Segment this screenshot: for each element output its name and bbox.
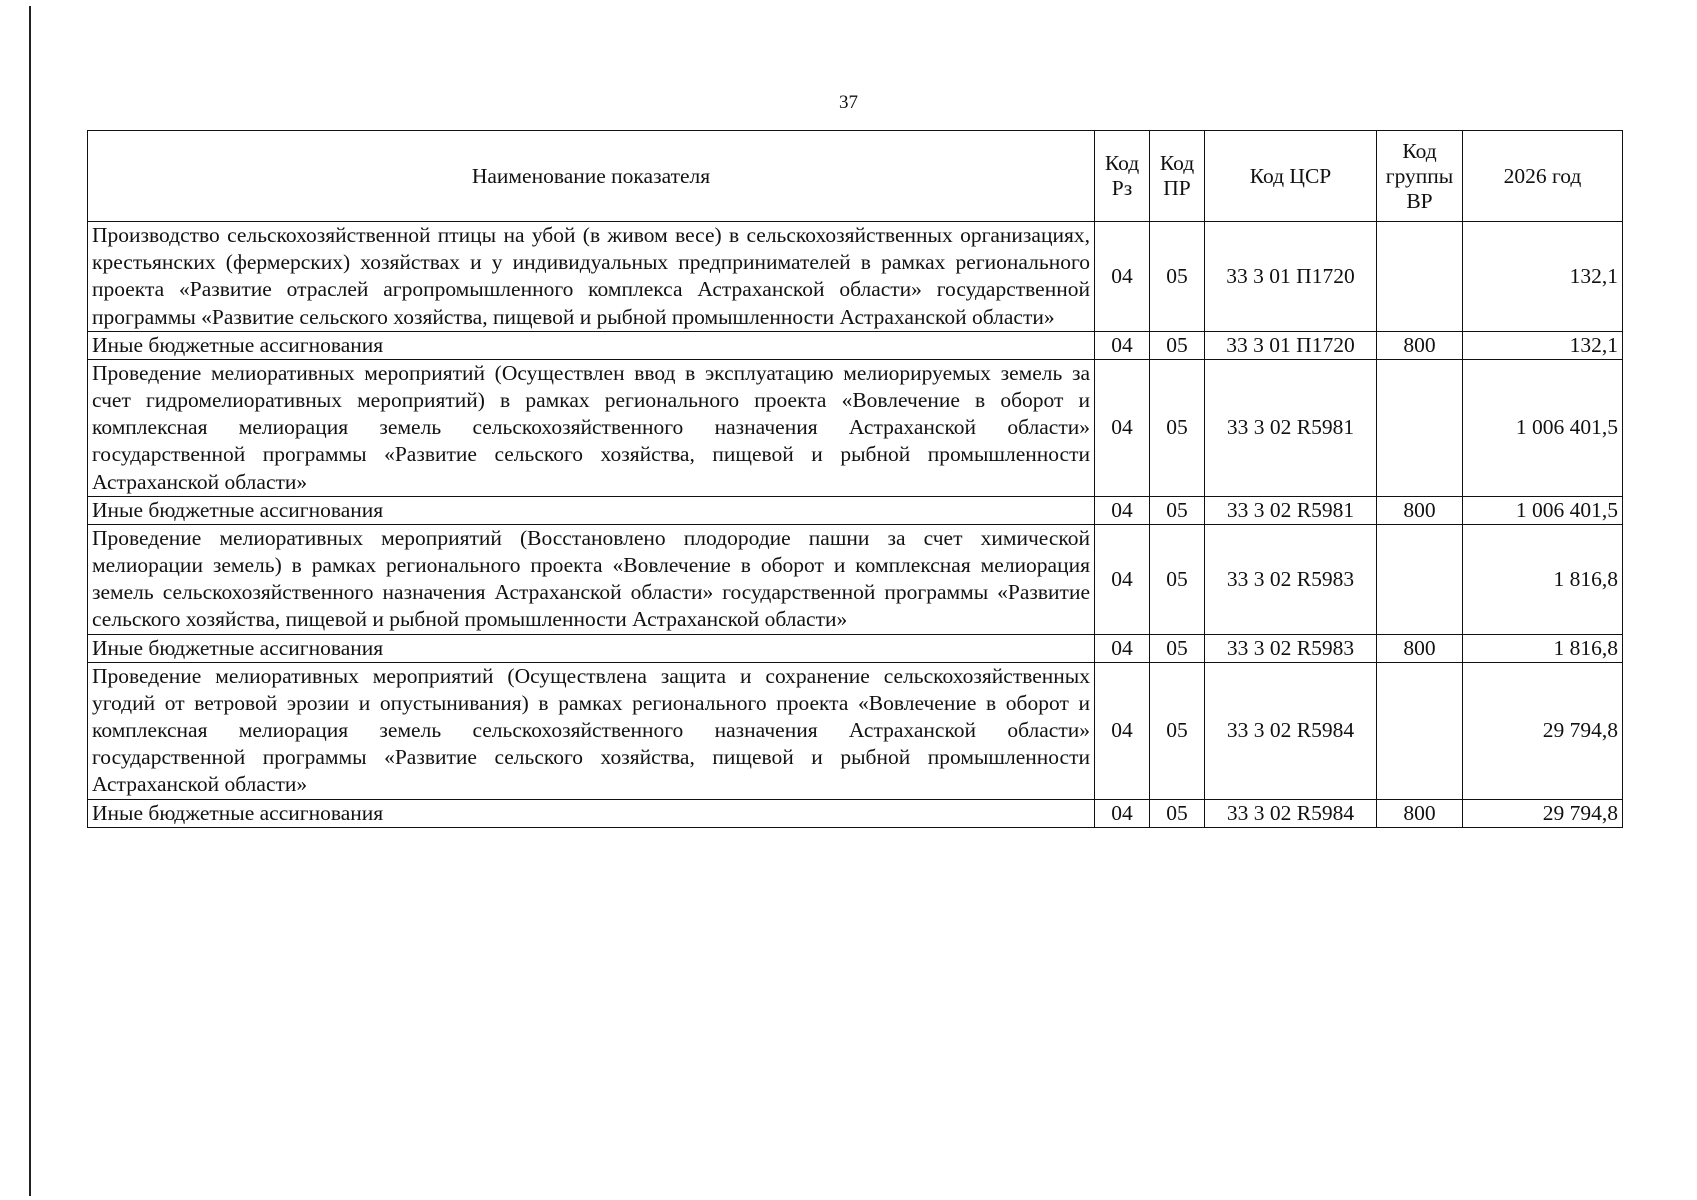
table-row	[88, 662, 1623, 799]
cell-amount: 132,1	[1463, 331, 1623, 359]
cell-pr: 05	[1150, 524, 1205, 634]
cell-csr: 33 3 02 R5983	[1205, 524, 1377, 634]
cell-pr: 05	[1150, 222, 1205, 332]
cell-pr: 05	[1150, 662, 1205, 799]
cell-vr	[1377, 359, 1463, 496]
cell-name: Иные бюджетные ассигнования	[88, 331, 1095, 359]
table-row	[88, 359, 1623, 496]
cell-name: Проведение мелиоративных мероприятий (Осуществлена защита и сохранение сельскохозяйственных угодий от ветровой эрозии и опустынивания) в рамках регионального проекта «Вовлечение в оборот и комплексная мелиорация земель сельскохозяйственного назначения Астраханской области» государственной программы «Развитие сельского хозяйства, пищевой и рыбной промышленности Астраханской области»	[88, 662, 1095, 799]
table-row	[88, 799, 1623, 827]
table-header	[88, 131, 1623, 222]
page-number: 37	[839, 92, 858, 113]
cell-pr: 05	[1150, 331, 1205, 359]
cell-rz: 04	[1095, 496, 1150, 524]
header-rz: Код Рз	[1095, 131, 1150, 222]
cell-vr: 800	[1377, 496, 1463, 524]
cell-amount: 1 816,8	[1463, 634, 1623, 662]
cell-amount: 1 006 401,5	[1463, 496, 1623, 524]
cell-csr: 33 3 02 R5984	[1205, 662, 1377, 799]
cell-amount: 29 794,8	[1463, 662, 1623, 799]
cell-name: Проведение мелиоративных мероприятий (Восстановлено плодородие пашни за счет химической мелиорации земель) в рамках регионального проекта «Вовлечение в оборот и комплексная мелиорация земель сельскохозяйственного назначения Астраханской области» государственной программы «Развитие сельского хозяйства, пищевой и рыбной промышленности Астраханской области»	[88, 524, 1095, 634]
cell-amount: 1 816,8	[1463, 524, 1623, 634]
cell-amount: 29 794,8	[1463, 799, 1623, 827]
cell-name: Иные бюджетные ассигнования	[88, 496, 1095, 524]
cell-rz: 04	[1095, 662, 1150, 799]
table-row	[88, 331, 1623, 359]
cell-vr	[1377, 524, 1463, 634]
cell-rz: 04	[1095, 222, 1150, 332]
cell-csr: 33 3 02 R5983	[1205, 634, 1377, 662]
budget-table	[87, 130, 1623, 828]
cell-vr	[1377, 222, 1463, 332]
cell-name: Иные бюджетные ассигнования	[88, 799, 1095, 827]
cell-vr	[1377, 662, 1463, 799]
header-vr: Код группы ВР	[1377, 131, 1463, 222]
cell-amount: 132,1	[1463, 222, 1623, 332]
cell-rz: 04	[1095, 331, 1150, 359]
table-row	[88, 222, 1623, 332]
cell-rz: 04	[1095, 359, 1150, 496]
header-year: 2026 год	[1463, 131, 1623, 222]
cell-csr: 33 3 02 R5984	[1205, 799, 1377, 827]
table-row	[88, 524, 1623, 634]
cell-rz: 04	[1095, 524, 1150, 634]
cell-rz: 04	[1095, 634, 1150, 662]
header-pr: Код ПР	[1150, 131, 1205, 222]
cell-vr: 800	[1377, 634, 1463, 662]
header-row	[88, 131, 1623, 222]
cell-name: Иные бюджетные ассигнования	[88, 634, 1095, 662]
table-row	[88, 634, 1623, 662]
cell-amount: 1 006 401,5	[1463, 359, 1623, 496]
cell-pr: 05	[1150, 359, 1205, 496]
header-csr: Код ЦСР	[1205, 131, 1377, 222]
cell-pr: 05	[1150, 634, 1205, 662]
cell-rz: 04	[1095, 799, 1150, 827]
cell-csr: 33 3 01 П1720	[1205, 222, 1377, 332]
cell-pr: 05	[1150, 799, 1205, 827]
cell-vr: 800	[1377, 799, 1463, 827]
cell-name: Производство сельскохозяйственной птицы на убой (в живом весе) в сельскохозяйственных организациях, крестьянских (фермерских) хозяйствах и у индивидуальных предпринимателей в рамках регионального проекта «Развитие отраслей агропромышленного комплекса Астраханской области» государственной программы «Развитие сельского хозяйства, пищевой и рыбной промышленности Астраханской области»	[88, 222, 1095, 332]
binding-line	[29, 6, 31, 1196]
cell-vr: 800	[1377, 331, 1463, 359]
cell-csr: 33 3 02 R5981	[1205, 496, 1377, 524]
table-row	[88, 496, 1623, 524]
cell-name: Проведение мелиоративных мероприятий (Осуществлен ввод в эксплуатацию мелиорируемых земель за счет гидромелиоративных мероприятий) в рамках регионального проекта «Вовлечение в оборот и комплексная мелиорация земель сельскохозяйственного назначения Астраханской области» государственной программы «Развитие сельского хозяйства, пищевой и рыбной промышленности Астраханской области»	[88, 359, 1095, 496]
cell-csr: 33 3 01 П1720	[1205, 331, 1377, 359]
table-body	[88, 222, 1623, 828]
cell-pr: 05	[1150, 496, 1205, 524]
cell-csr: 33 3 02 R5981	[1205, 359, 1377, 496]
header-name: Наименование показателя	[88, 131, 1095, 222]
